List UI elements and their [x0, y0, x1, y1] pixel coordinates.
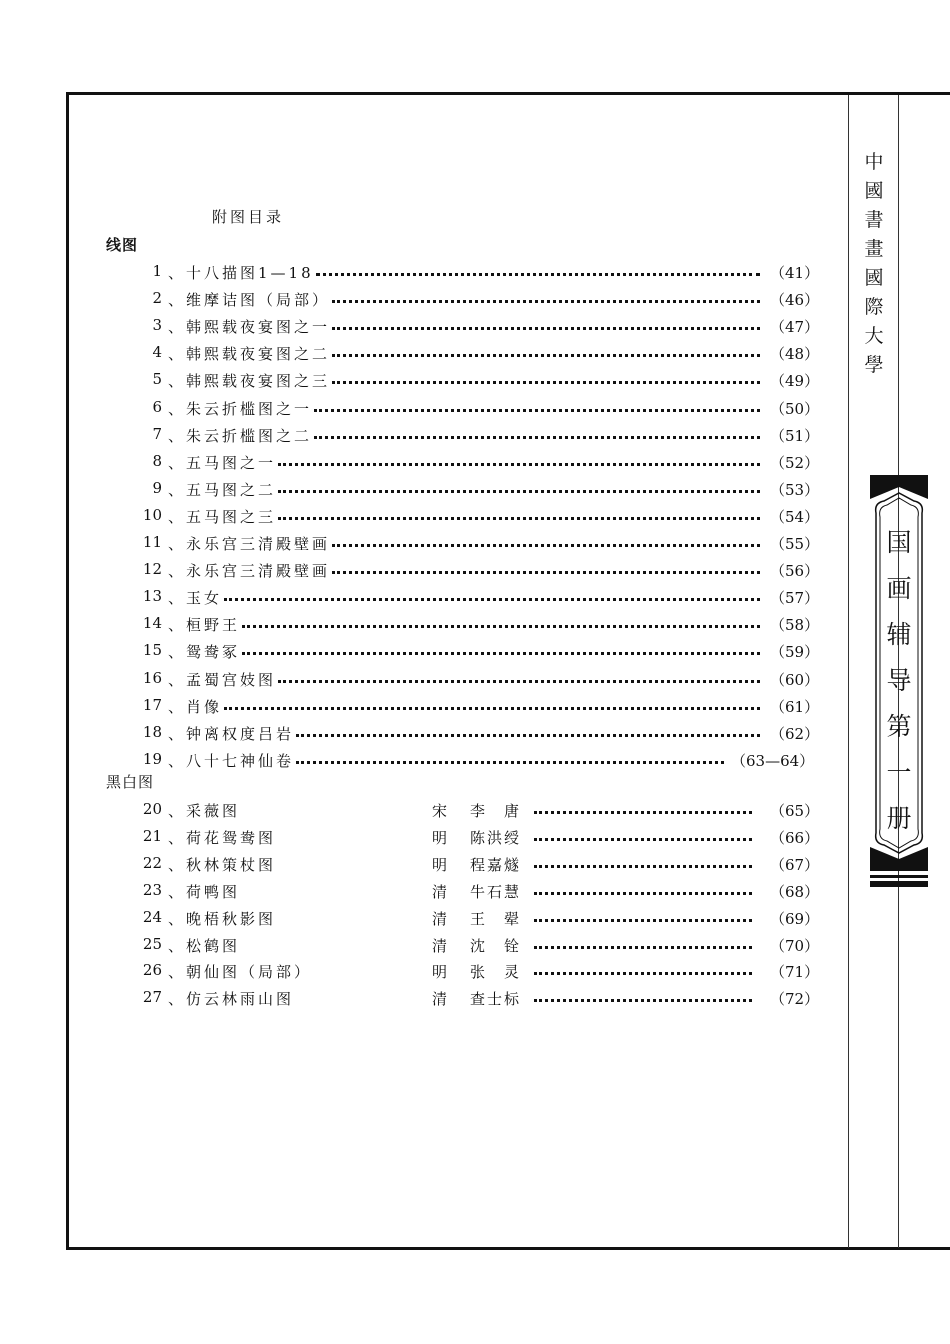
entry-number: 11	[142, 533, 162, 551]
dot-leader	[316, 273, 760, 276]
toc-row	[0, 479, 950, 501]
toc-row	[0, 289, 950, 311]
dot-leader	[534, 972, 752, 975]
page-number: （63—64）	[731, 751, 815, 770]
toc-row	[0, 262, 950, 284]
page-number: （50）	[770, 399, 820, 418]
entry-title: 、钟离权度吕岩	[168, 724, 295, 743]
entry-number: 6	[152, 397, 162, 416]
entry-title: 、松鹤图	[168, 936, 241, 955]
dot-leader	[332, 571, 760, 574]
entry-title: 、五马图之三	[168, 507, 277, 526]
toc-row	[0, 669, 950, 691]
entry-number: 10	[142, 505, 162, 524]
dot-leader	[534, 919, 752, 922]
entry-title: 、秋林策杖图	[168, 855, 277, 874]
entry-artist: 查士标	[470, 990, 522, 1009]
dot-leader	[332, 544, 760, 547]
entry-number: 24	[142, 907, 162, 926]
school-name-char: 學	[864, 354, 884, 376]
toc-row	[0, 988, 950, 1010]
entry-title: 、十八描图1—18	[168, 264, 314, 282]
entry-number: 19	[142, 749, 162, 768]
toc-row	[0, 961, 950, 983]
page-number: （66）	[770, 828, 820, 847]
entry-dynasty: 清	[432, 882, 448, 901]
entry-number: 27	[142, 988, 162, 1007]
dot-leader	[242, 652, 760, 655]
school-name-char: 國	[864, 180, 884, 202]
dot-leader	[332, 327, 760, 330]
entry-number: 1	[152, 262, 162, 280]
entry-number: 8	[152, 451, 162, 470]
page-number: （46）	[770, 291, 820, 310]
toc-row	[0, 750, 950, 772]
book-title-char: 册	[886, 804, 912, 833]
toc-row	[0, 587, 950, 609]
toc-row	[0, 452, 950, 474]
book-title-char: 第	[886, 712, 912, 741]
entry-artist: 牛石慧	[470, 882, 522, 901]
book-title-char: 一	[886, 758, 912, 787]
entry-artist: 陈洪绶	[470, 828, 522, 847]
entry-title: 、玉女	[168, 589, 223, 608]
entry-number: 25	[142, 934, 162, 953]
page-number: （55）	[770, 535, 820, 553]
dot-leader	[534, 892, 752, 895]
entry-dynasty: 宋	[432, 802, 448, 820]
dot-leader	[278, 517, 760, 520]
toc-row	[0, 316, 950, 338]
dot-leader	[534, 999, 752, 1002]
page-number: （56）	[770, 562, 820, 581]
entry-title: 、八十七神仙卷	[168, 751, 295, 770]
page-number: （49）	[770, 372, 820, 391]
toc-row	[0, 935, 950, 957]
page-number: （53）	[770, 480, 820, 499]
entry-title: 、荷鸭图	[168, 882, 241, 901]
dot-leader	[224, 707, 760, 710]
page-number: （51）	[770, 426, 820, 445]
dot-leader	[278, 490, 760, 493]
page-number: （62）	[770, 724, 820, 743]
entry-title: 、鸳鸯冢	[168, 643, 241, 662]
entry-number: 3	[152, 316, 162, 335]
entry-number: 2	[152, 289, 162, 308]
entry-title: 、永乐宫三清殿壁画	[168, 562, 331, 581]
entry-title: 、肖像	[168, 697, 223, 716]
page-number: （59）	[770, 643, 820, 662]
entry-number: 7	[152, 424, 162, 443]
toc-row	[0, 533, 950, 555]
school-name-char: 國	[864, 267, 884, 289]
entry-artist: 沈 铨	[470, 936, 522, 955]
entry-dynasty: 明	[432, 855, 448, 874]
entry-dynasty: 明	[432, 828, 448, 847]
toc-row	[0, 560, 950, 582]
dot-leader	[332, 381, 760, 384]
page-number: （68）	[770, 882, 820, 901]
entry-number: 14	[142, 614, 162, 633]
entry-number: 22	[142, 853, 162, 872]
dot-leader	[242, 625, 760, 628]
toc-row	[0, 881, 950, 903]
toc-row	[0, 827, 950, 849]
page-number: （61）	[770, 697, 820, 716]
dot-leader	[332, 300, 760, 303]
entry-dynasty: 明	[432, 963, 448, 982]
page-number: （52）	[770, 453, 820, 472]
page-number: （41）	[770, 264, 820, 282]
entry-title: 、朝仙图（局部）	[168, 963, 313, 982]
toc-row	[0, 696, 950, 718]
book-title-char: 导	[886, 666, 912, 695]
entry-title: 、晚梧秋影图	[168, 909, 277, 928]
entry-title: 、韩熙载夜宴图之一	[168, 318, 331, 337]
entry-dynasty: 清	[432, 990, 448, 1009]
school-name-char: 中	[864, 151, 884, 173]
entry-title: 、朱云折槛图之一	[168, 399, 313, 418]
entry-number: 17	[142, 695, 162, 714]
dot-leader	[534, 865, 752, 868]
entry-number: 16	[142, 668, 162, 687]
entry-title: 、韩熙载夜宴图之二	[168, 345, 331, 364]
toc-row	[0, 506, 950, 528]
entry-artist: 李 唐	[470, 802, 522, 820]
entry-title: 、荷花鸳鸯图	[168, 828, 277, 847]
toc-row	[0, 723, 950, 745]
entry-title: 、维摩诘图（局部）	[168, 291, 331, 310]
page-number: （58）	[770, 616, 820, 635]
entry-number: 5	[152, 370, 162, 389]
entry-title: 、朱云折槛图之二	[168, 426, 313, 445]
entry-title: 、采薇图	[168, 802, 241, 820]
toc-row	[0, 425, 950, 447]
entry-title: 、永乐宫三清殿壁画	[168, 535, 331, 553]
entry-number: 4	[152, 343, 162, 362]
entry-dynasty: 清	[432, 909, 448, 928]
entry-title: 、五马图之二	[168, 480, 277, 499]
entry-artist: 程嘉燧	[470, 855, 522, 874]
entry-title: 、孟蜀宫妓图	[168, 670, 277, 689]
book-title-char: 国	[886, 528, 912, 557]
entry-title: 、五马图之一	[168, 453, 277, 472]
page-number: （67）	[770, 855, 820, 874]
page-number: （65）	[770, 802, 820, 820]
toc-row	[0, 800, 950, 822]
entry-number: 23	[142, 880, 162, 899]
page-number: （47）	[770, 318, 820, 337]
dot-leader	[278, 463, 760, 466]
page-number: （70）	[770, 936, 820, 955]
dot-leader	[278, 680, 760, 683]
entry-number: 26	[142, 961, 162, 980]
dot-leader	[296, 761, 724, 764]
section-heading-bw: 黑白图	[106, 773, 155, 791]
dot-leader	[332, 354, 760, 357]
entry-number: 21	[142, 826, 162, 845]
page-number: （57）	[770, 589, 820, 608]
section-heading-line: 线图	[106, 236, 139, 254]
page-number: （60）	[770, 670, 820, 689]
page-number: （69）	[770, 909, 820, 928]
entry-title: 、仿云林雨山图	[168, 990, 295, 1009]
toc-row	[0, 641, 950, 663]
page-number: （72）	[770, 990, 820, 1009]
dot-leader	[314, 409, 760, 412]
entry-title: 、韩熙载夜宴图之三	[168, 372, 331, 391]
dot-leader	[296, 734, 760, 737]
entry-artist: 王 翚	[470, 909, 522, 928]
book-title-char: 画	[886, 574, 912, 603]
entry-number: 13	[142, 587, 162, 606]
book-title-char: 辅	[886, 620, 912, 649]
dot-leader	[534, 838, 752, 841]
dot-leader	[314, 436, 760, 439]
entry-artist: 张 灵	[470, 963, 522, 982]
entry-number: 9	[152, 478, 162, 497]
toc-row	[0, 343, 950, 365]
entry-number: 15	[142, 641, 162, 660]
entry-number: 20	[142, 800, 162, 818]
school-name-char: 際	[864, 296, 884, 318]
entry-dynasty: 清	[432, 936, 448, 955]
page-number: （71）	[770, 963, 820, 982]
toc-row	[0, 398, 950, 420]
entry-number: 18	[142, 722, 162, 741]
dot-leader	[224, 598, 760, 601]
dot-leader	[534, 946, 752, 949]
page-number: （54）	[770, 507, 820, 526]
toc-row	[0, 370, 950, 392]
toc-row	[0, 908, 950, 930]
school-name-char: 書	[864, 209, 884, 231]
page-number: （48）	[770, 345, 820, 364]
entry-title: 、桓野王	[168, 616, 241, 635]
school-name-char: 大	[864, 325, 884, 347]
toc-row	[0, 854, 950, 876]
toc-row	[0, 614, 950, 636]
dot-leader	[534, 811, 752, 814]
school-name-char: 畫	[864, 238, 884, 260]
page-title: 附图目录	[212, 208, 285, 226]
entry-number: 12	[142, 560, 162, 579]
